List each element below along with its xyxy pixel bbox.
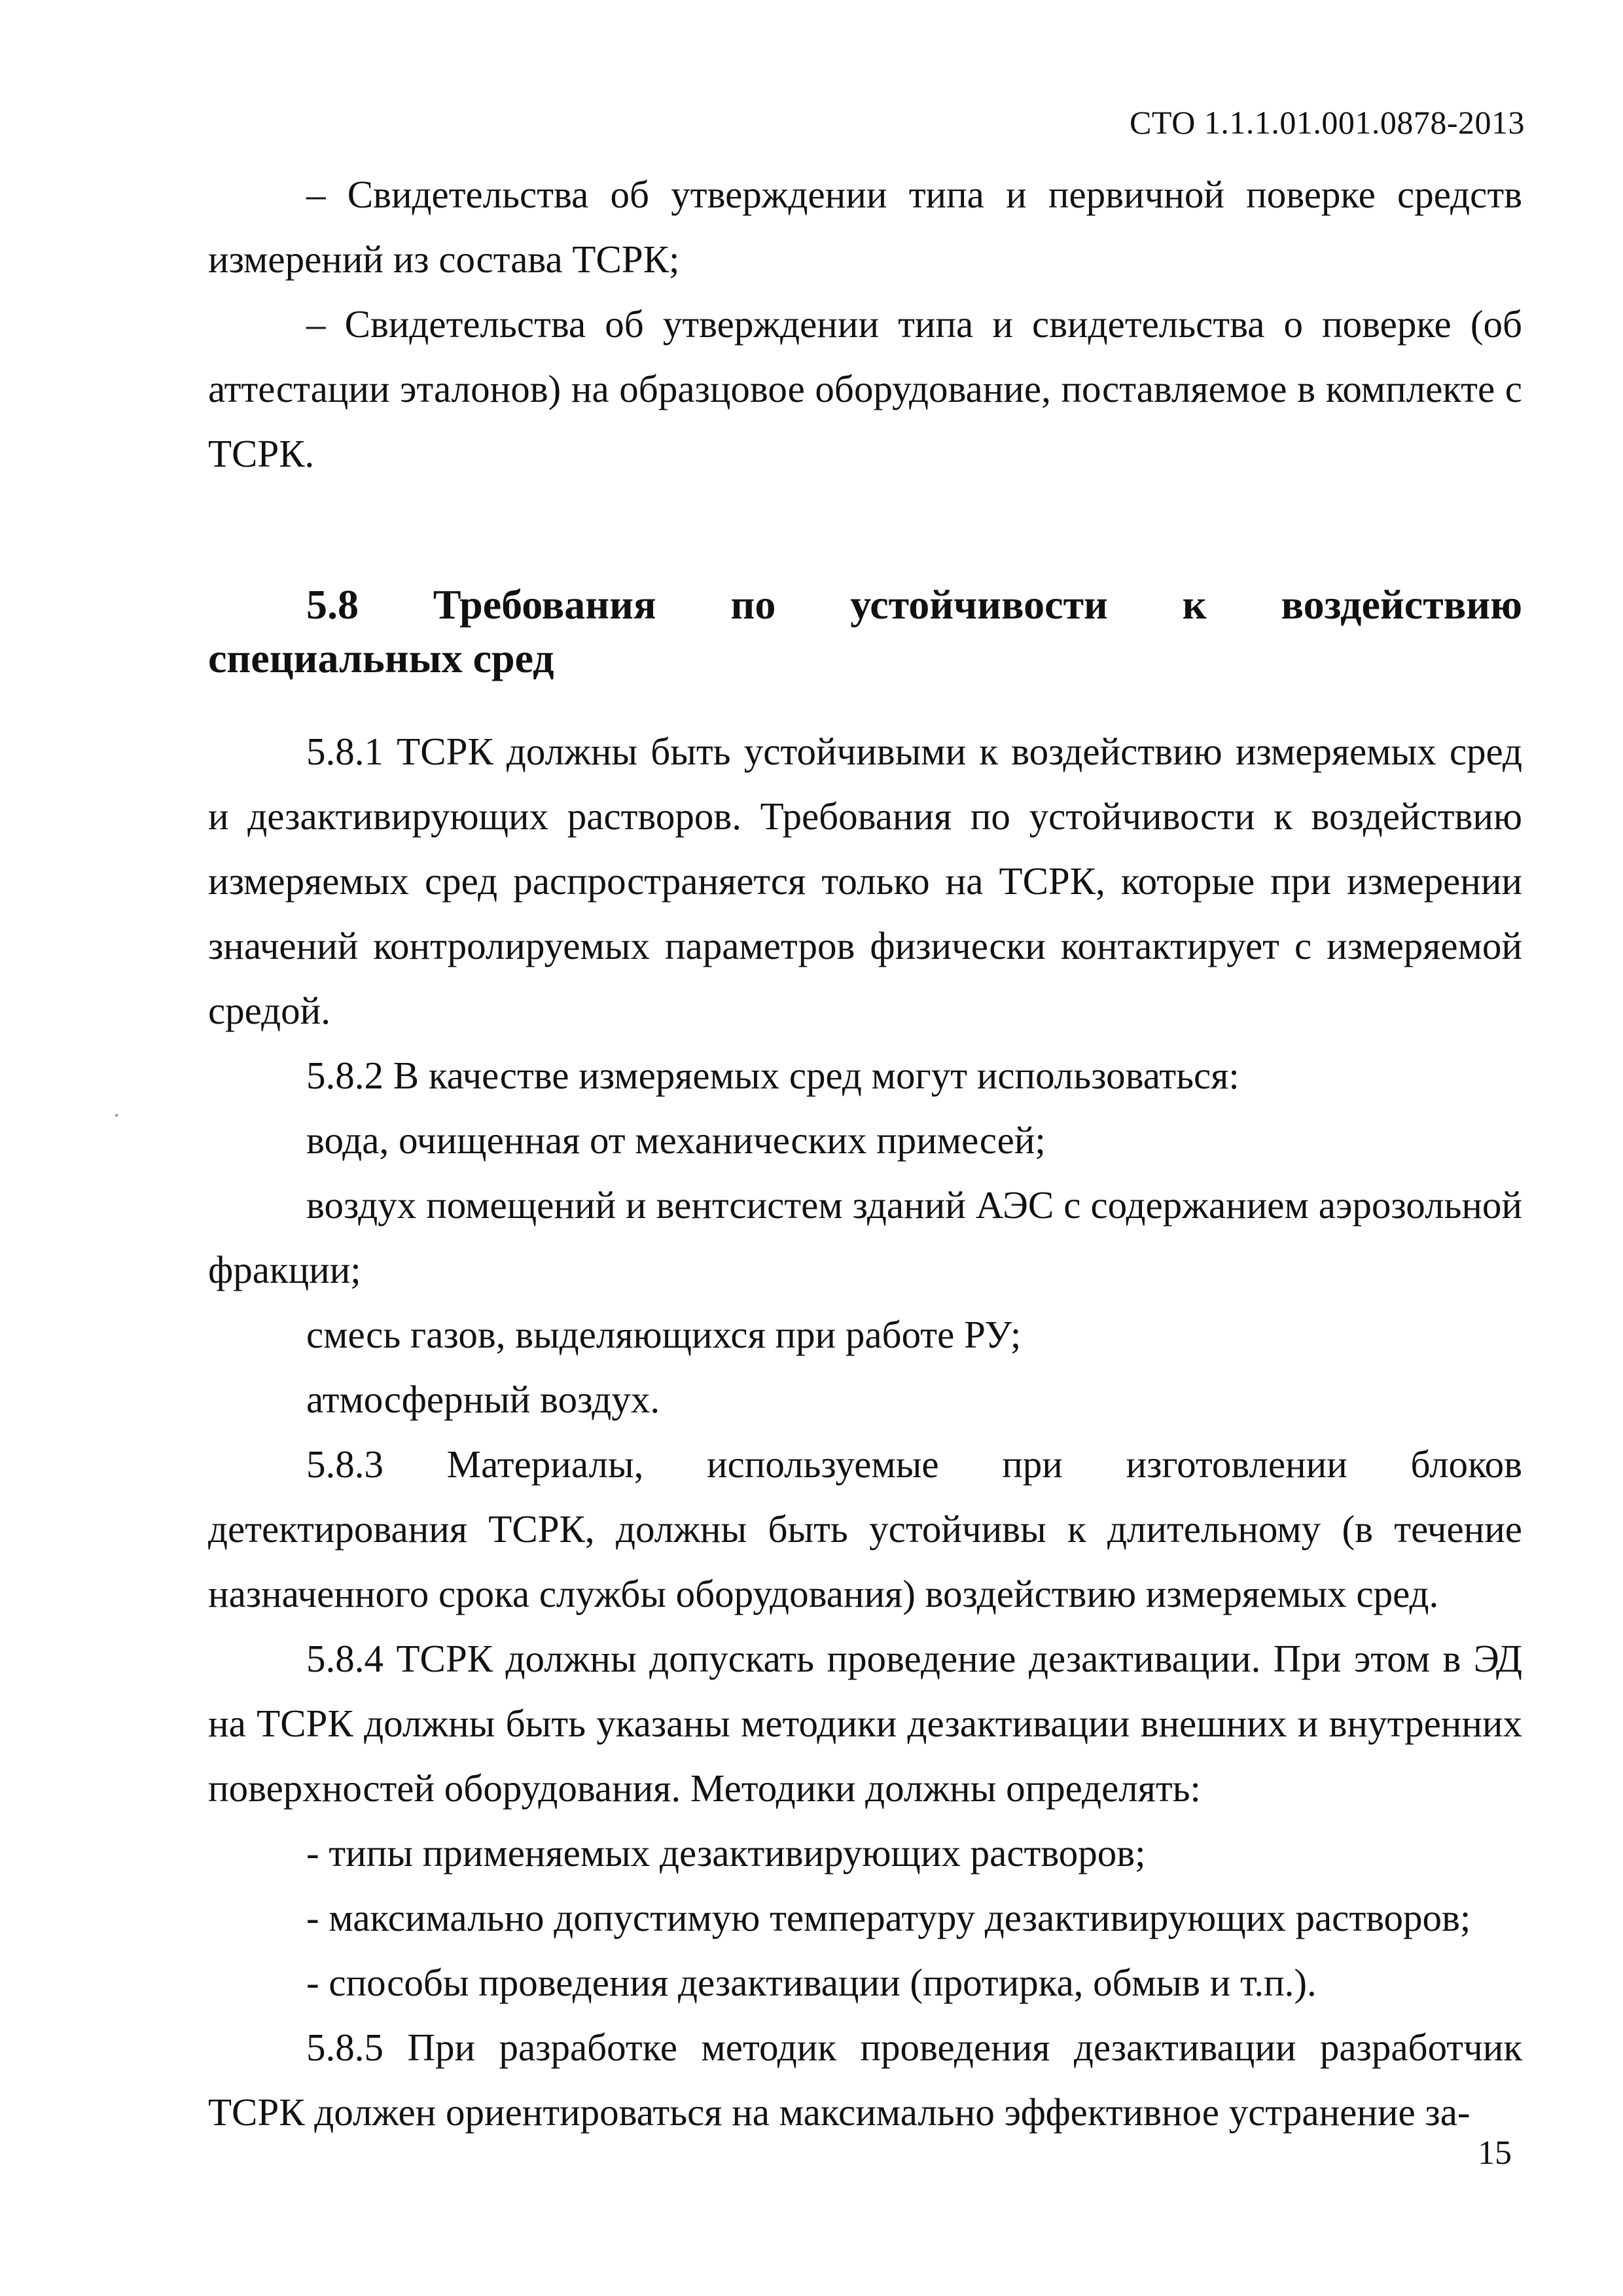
section-title-word: к [1182, 581, 1207, 628]
section-title-continuation: специальных сред [208, 635, 554, 681]
method-list-item: - максимально допустимую температуру дезактивирующих растворов; [306, 1896, 1471, 1939]
page-number: 15 [1478, 2134, 1512, 2172]
scan-artifact-dot [115, 1114, 118, 1117]
document-code-header: СТО 1.1.1.01.001.0878-2013 [1130, 104, 1525, 141]
section-number: 5.8 [306, 581, 359, 628]
media-list-item: атмосферный воздух. [306, 1378, 660, 1421]
media-list-item: смесь газов, выделяющихся при работе РУ; [306, 1313, 1022, 1356]
media-list-item: вода, очищенная от механических примесей; [306, 1119, 1046, 1162]
section-heading-line1 [208, 578, 1522, 632]
paragraph-5-8-4: 5.8.4 ТСРК должны допускать проведение дезактивации. При этом в ЭД на ТСРК должны быть указаны методики дезактивации внешних и внутренних поверхностей оборудования. Методики должны определять: [208, 1637, 1522, 1810]
section-heading [208, 578, 1522, 685]
section-title-word: воздействию [1281, 581, 1522, 628]
media-list-item: воздух помещений и вентсистем зданий АЭС с содержанием аэрозольной фракции; [208, 1183, 1522, 1291]
section-title-word: Требования [433, 581, 656, 628]
intro-item-type-approval-verification: – Свидетельства об утверждении типа и первичной поверке средств измерений из состава ТСРК; [208, 173, 1522, 281]
paragraph-5-8-3: 5.8.3 Материалы, используемые при изготовлении блоков детектирования ТСРК, должны быть устойчивы к длительному (в течение назначенного срока службы оборудования) воздействию измеряемых сред. [208, 1443, 1522, 1615]
paragraph-5-8-1: 5.8.1 ТСРК должны быть устойчивыми к воздействию измеряемых сред и дезактивирующих растворов. Требования по устойчивости к воздействию измеряемых сред распространяется только на ТСРК, которые при измерении значений контролируемых параметров физически контактирует с измеряемой средой. [208, 730, 1522, 1032]
page-body [208, 162, 1522, 2145]
paragraph-5-8-5: 5.8.5 При разработке методик проведения дезактивации разработчик ТСРК должен ориентироваться на максимально эффективное устранение за- [208, 2026, 1522, 2134]
method-list-item: - способы проведения дезактивации (протирка, обмыв и т.п.). [306, 1961, 1317, 2004]
intro-item-reference-equipment-certificates: – Свидетельства об утверждении типа и свидетельства о поверке (об аттестации эталонов) на образцовое оборудование, поставляемое в комплекте с ТСРК. [208, 302, 1522, 475]
section-title-word: устойчивости [850, 581, 1108, 628]
section-title-word: по [730, 581, 776, 628]
paragraph-5-8-2: 5.8.2 В качестве измеряемых сред могут использоваться: [306, 1054, 1240, 1097]
method-list-item: - типы применяемых дезактивирующих растворов; [306, 1831, 1146, 1874]
